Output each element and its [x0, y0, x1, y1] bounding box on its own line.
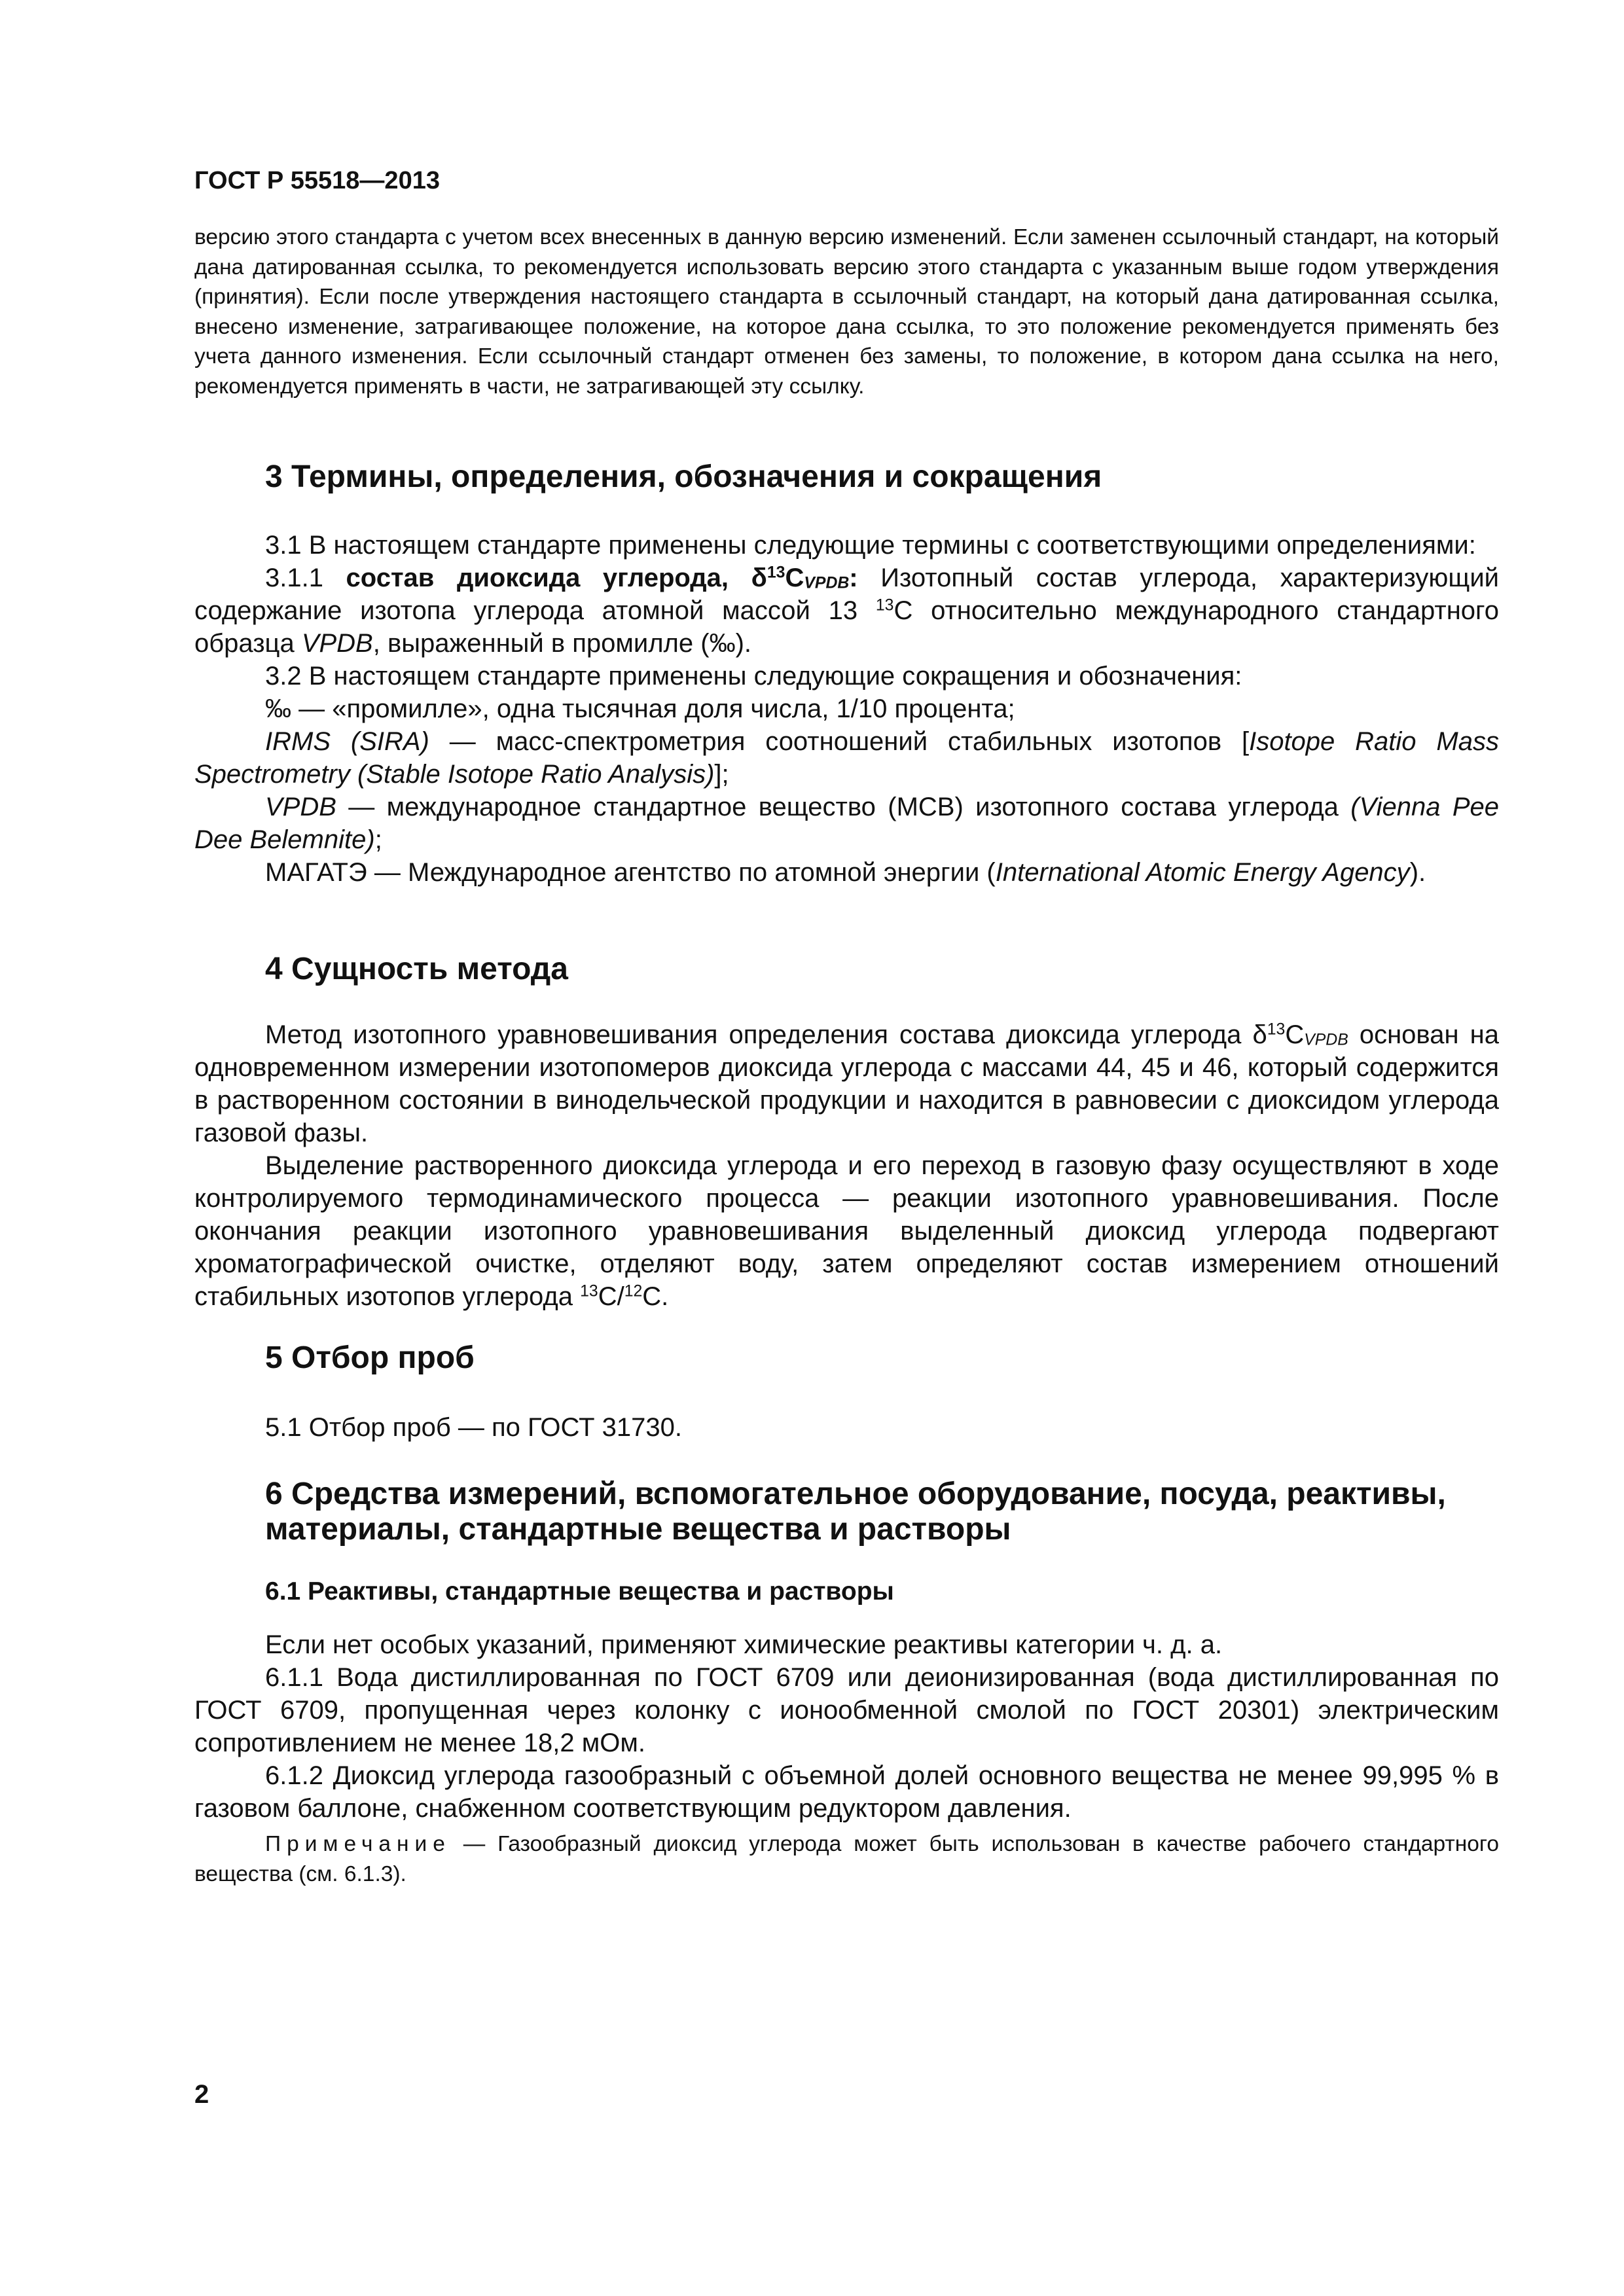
- subsection-6-1-title: 6.1 Реактивы, стандартные вещества и растворы: [265, 1577, 894, 1605]
- method-paragraph-2: Выделение растворенного диоксида углерода и его переход в газовую фазу осуществляют в ходе контролируемого термодинамического процесса — реакции изотопного уравновешивания. После окончания реакции изотопного уравновешивания выделенный диоксид углерода подвергают хроматографической очистке, отделяют воду, затем определяют состав измерением отношений стабильных изотопов углерода $^{13}$C/$^{12}$C.: [194, 1151, 1499, 1311]
- section-3-title: 3 Термины, определения, обозначения и сокращения: [265, 459, 1102, 494]
- note-text: — Газообразный диоксид углерода может быть использован в качестве рабочего стандартного вещества (см. 6.1.3).: [194, 1832, 1499, 1886]
- abbr-magate: МАГАТЭ — Международное агентство по атомной энергии (International Atomic Energy Agency).: [265, 858, 1426, 887]
- document-code-header: ГОСТ Р 55518—2013: [194, 167, 440, 194]
- term-co2-composition: состав диоксида углерода, $\delta^{13}C_{VPDB}$:: [346, 564, 858, 592]
- section-3-body: [194, 529, 1499, 889]
- clause-6-1-2: 6.1.2 Диоксид углерода газообразный с объемной долей основного вещества не менее 99,995 % в газовом баллоне, снабженном соответствующим редуктором давления.: [194, 1761, 1499, 1823]
- section-6-title-line-2: материалы, стандартные вещества и растворы: [265, 1512, 1011, 1547]
- section-6-title-line-1: 6 Средства измерений, вспомогательное оборудование, посуда, реактивы,: [265, 1477, 1446, 1511]
- section-6-body: [194, 1628, 1499, 1825]
- method-paragraph-1: Метод изотопного уравновешивания определения состава диоксида углерода $\delta^{13}C_{VPDB}$ основан на одновременном измерении изотопомеров диоксида углерода с массами 44, 45 и 46, который содержится в растворенном состоянии в винодельческой продукции и находится в равновесии с диоксидом углерода газовой фазы.: [194, 1020, 1499, 1147]
- clause-5-1: 5.1 Отбор проб — по ГОСТ 31730.: [265, 1413, 682, 1442]
- section-5-body: [194, 1411, 1499, 1444]
- reagents-intro: Если нет особых указаний, применяют химические реактивы категории ч. д. а.: [265, 1630, 1223, 1659]
- abbr-vpdb: VPDB — международное стандартное вещество (МСВ) изотопного состава углерода (Vienna Pee Dee Belemnite);: [194, 793, 1499, 854]
- abbr-permille: ‰ — «промилле», одна тысячная доля числа, 1/10 процента;: [265, 694, 1015, 723]
- clause-3-2: 3.2 В настоящем стандарте применены следующие сокращения и обозначения:: [265, 662, 1242, 691]
- section-5-title: 5 Отбор проб: [265, 1340, 475, 1375]
- section-4-title: 4 Сущность метода: [265, 952, 568, 986]
- section-6-title: [194, 1477, 1570, 1547]
- section-4-body: [194, 1018, 1499, 1313]
- note-label: Примечание: [265, 1832, 451, 1856]
- clause-6-1-1: 6.1.1 Вода дистиллированная по ГОСТ 6709 или деионизированная (вода дистиллированная по ГОСТ 6709, пропущенная через колонку с ионообменной смолой по ГОСТ 20301) электрическим сопротивлением не менее 18,2 мОм.: [194, 1663, 1499, 1757]
- abbr-irms: IRMS (SIRA) — масс-спектрометрия соотношений стабильных изотопов [Isotope Ratio Mass Spectrometry (Stable Isotope Ratio Analysis)];: [194, 727, 1499, 789]
- clause-3-1-1: 3.1.1 состав диоксида углерода, $\delta^{13}C_{VPDB}$: Изотопный состав углерода, характеризующий содержание изотопа углерода атомной массой 13 $^{13}$C относительно международного стандартного образца VPDB, выраженный в промилле (‰).: [194, 564, 1500, 658]
- clause-3-1: 3.1 В настоящем стандарте применены следующие термины с соответствующими определениями:: [265, 531, 1476, 560]
- page-number: 2: [194, 2080, 209, 2109]
- intro-paragraph: версию этого стандарта с учетом всех внесенных в данную версию изменений. Если заменен ссылочный стандарт, на который дана датированная ссылка, то рекомендуется использовать версию этого стандарта с указанным выше годом утверждения (принятия). Если после утверждения настоящего стандарта в ссылочный стандарт, на который дана датированная ссылка, внесено изменение, затрагивающее положение, на которое дана ссылка, то это положение рекомендуется применять без учета данного изменения. Если ссылочный стандарт отменен без замены, то положение, в котором дана ссылка на него, рекомендуется применять в части, не затрагивающей эту ссылку.: [194, 225, 1499, 399]
- note: [194, 1829, 1499, 1889]
